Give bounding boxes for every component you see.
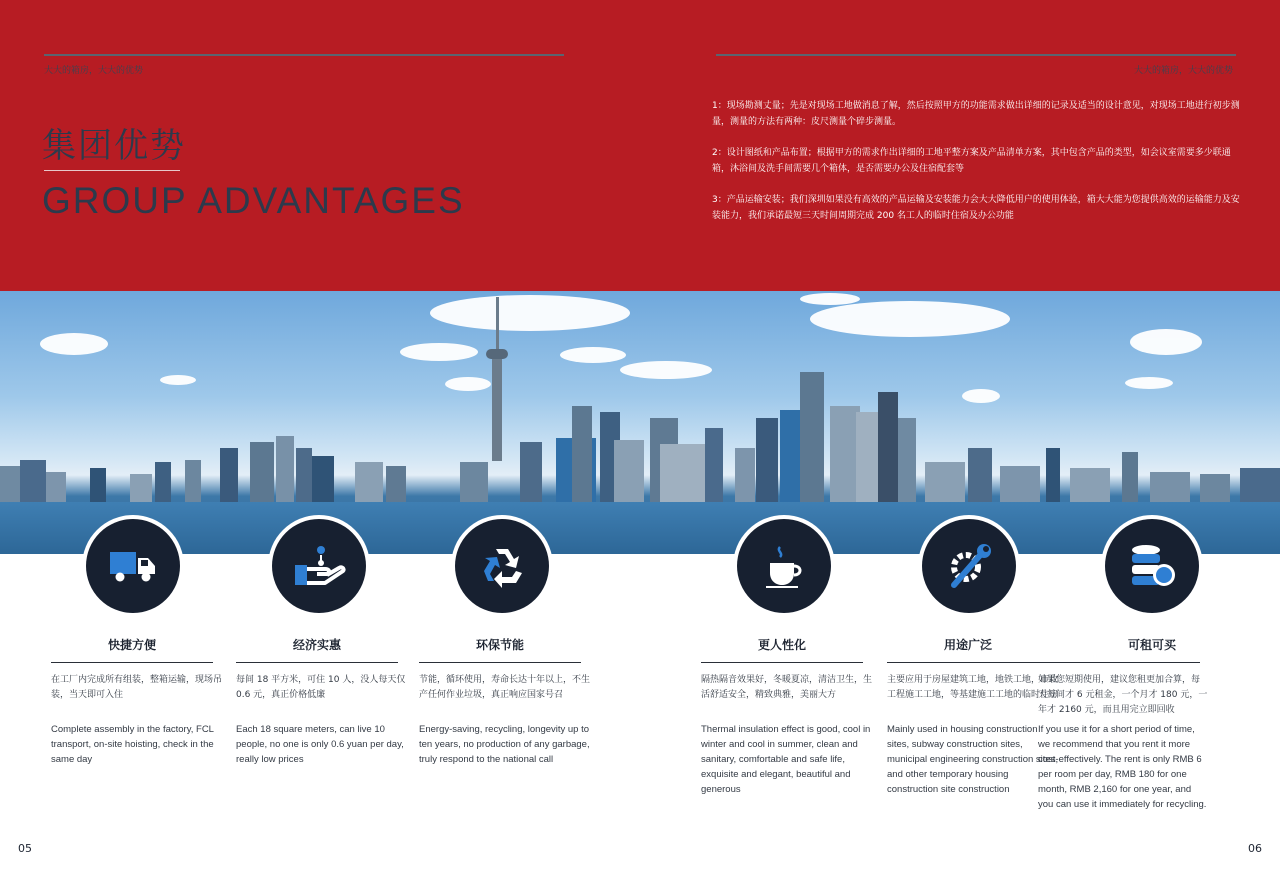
feature-en-text-3: Energy-saving, recycling, longevity up to ten years, no production of any garbage, truly respond to the national call (419, 724, 590, 765)
feature-badge-5 (918, 515, 1020, 617)
feature-rule-2 (236, 662, 398, 663)
gear-wrench-icon (944, 541, 994, 591)
feature-en-text-4: Thermal insulation effect is good, cool in winter and cool in summer, clean and sanitary, comfortable and safe life, exquisite and elegant, beautiful and generous (701, 724, 871, 795)
feature-rule-1 (51, 662, 213, 663)
feature-cn-text-5: 主要应用于房屋建筑工地，地铁工地，市政工程施工工地，等基建施工工地的临时住房 (887, 675, 1059, 700)
database-icon (1126, 542, 1178, 590)
page-number-left: 05 (18, 842, 32, 855)
recycle-icon (478, 543, 526, 589)
feature-title-2: 经济实惠 (292, 638, 341, 652)
feature-cn-text-6: 如果您短期使用，建议您租更加合算，每天每间才 6 元租金，一个月才 180 元，一年才 2160 元，而且用完立即回收 (1038, 675, 1208, 715)
page-title-cn: 集团优势 (42, 126, 186, 166)
intro-paragraph-2: 2：设计图纸和产品布置；根据甲方的需求作出详细的工地平整方案及产品清单方案，其中包含产品的类型，如会议室需要多少联通箱，沐浴间及洗手间需要几个箱体，是否需要办公及住宿配套等 (712, 148, 1231, 174)
feature-rule-3 (419, 662, 581, 663)
tagline-right: 大大的箱房，大大的优势 (1134, 66, 1234, 76)
tagline-left: 大大的箱房，大大的优势 (44, 66, 144, 76)
intro-text (712, 98, 1240, 239)
feature-cn-text-2: 每间 18 平方米，可住 10 人，没人每天仅 0.6 元，真正价格低廉 (236, 675, 406, 700)
feature-title-3: 环保节能 (475, 638, 524, 652)
feature-cn-text-1: 在工厂内完成所有组装，整箱运输，现场吊装，当天即可入住 (51, 675, 223, 700)
hand-coin-icon (291, 541, 347, 591)
feature-en-text-2: Each 18 square meters, can live 10 people, no one is only 0.6 yuan per day, really low prices (236, 724, 404, 765)
feature-title-6: 可租可买 (1127, 638, 1176, 652)
skyline-photo (0, 291, 1280, 554)
intro-paragraph-3: 3：产品运输安装；我们深圳如果没有高效的产品运输及安装能力会大大降低用户的使用体验，箱大大能为您提供高效的运输能力及安装能力，我们承诺最短三天时间周期完成 200 名工人的临时住宿及办公功能 (712, 195, 1240, 221)
truck-icon (108, 546, 158, 586)
feature-badge-3 (451, 515, 553, 617)
feature-badge-1 (82, 515, 184, 617)
feature-rule-5 (887, 662, 1049, 663)
page-number-right: 06 (1248, 842, 1262, 855)
feature-badge-6 (1101, 515, 1203, 617)
feature-en-text-5: Mainly used in housing construction sites, subway construction sites, municipal engineering construction sites, and other temporary housing construction site construction (887, 724, 1059, 795)
top-rule-right (716, 54, 1236, 56)
feature-title-5: 用途广泛 (943, 638, 992, 652)
feature-badge-2 (268, 515, 370, 617)
feature-title-4: 更人性化 (757, 638, 806, 652)
feature-rule-4 (701, 662, 863, 663)
intro-paragraph-1: 1：现场勘测丈量；先是对现场工地做消息了解，然后按照甲方的功能需求做出详细的记录及适当的设计意见，对现场工地进行初步测量，测量的方法有两种：皮尺测量个碎步测量。 (712, 101, 1240, 127)
title-divider (44, 170, 180, 171)
feature-rule-6 (1038, 662, 1200, 663)
feature-en-text-6: If you use it for a short period of time, we recommend that you rent it more cost-effectively. The rent is only RMB 6 per room per day, RMB 180 for one month, RMB 2,160 for one year, and you can use it immediately for recycling. (1038, 724, 1207, 810)
feature-title-1: 快捷方便 (107, 638, 156, 652)
top-rule-left (44, 54, 564, 56)
page-title-en: GROUP ADVANTAGES (42, 180, 465, 221)
feature-en-text-1: Complete assembly in the factory, FCL transport, on-site hoisting, check in the same day (51, 724, 214, 765)
feature-badge-4 (733, 515, 835, 617)
coffee-cup-icon (762, 543, 806, 589)
feature-cn-text-3: 节能，循环使用，寿命长达十年以上，不生产任何作业垃圾，真正响应国家号召 (419, 675, 591, 700)
feature-cn-text-4: 隔热隔音效果好，冬暖夏凉，清洁卫生，生活舒适安全，精致典雅，美丽大方 (701, 675, 873, 700)
